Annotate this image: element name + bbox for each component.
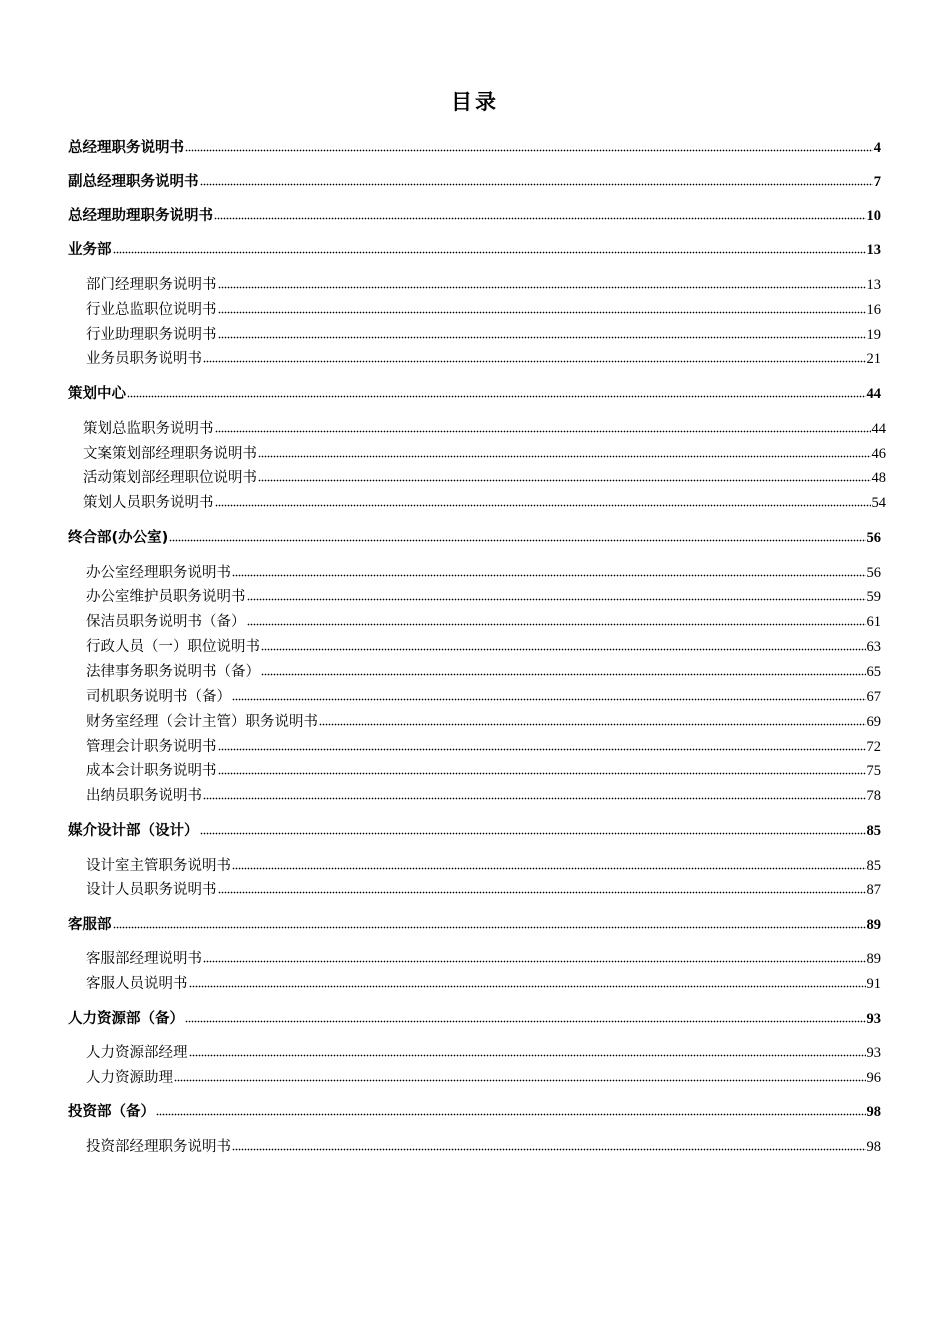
toc-entry-page: 87 <box>866 882 881 898</box>
toc-leader <box>156 1102 866 1116</box>
toc-entry[interactable] <box>86 662 881 682</box>
toc-entry-label: 活动策划部经理职位说明书 <box>83 470 257 486</box>
toc-entry-label: 部门经理职务说明书 <box>86 277 217 293</box>
toc-entry-page: 65 <box>866 664 881 680</box>
toc-entry-label: 行业助理职务说明书 <box>86 327 217 343</box>
toc-leader <box>113 240 866 254</box>
toc-leader <box>185 138 873 152</box>
toc-entry-label: 客服人员说明书 <box>86 976 188 992</box>
toc-entry[interactable] <box>86 612 881 632</box>
toc-entry-label: 客服部经理说明书 <box>86 951 202 967</box>
toc-entry-page: 63 <box>866 639 881 655</box>
toc-entry[interactable] <box>86 325 881 345</box>
toc-entry-page: 44 <box>871 421 886 437</box>
toc-entry[interactable] <box>68 528 881 548</box>
toc-entry-page: 85 <box>866 823 881 839</box>
toc-entry-page: 56 <box>866 565 881 581</box>
toc-leader <box>261 662 866 676</box>
toc-entry-page: 61 <box>866 614 881 630</box>
toc-entry[interactable] <box>68 1009 881 1029</box>
toc-leader <box>218 880 866 894</box>
toc-entry-label: 客服部 <box>68 917 112 933</box>
toc-entry-label: 办公室经理职务说明书 <box>86 565 231 581</box>
toc-entry-label: 法律事务职务说明书（备） <box>86 664 260 680</box>
toc-entry-label: 业务员职务说明书 <box>86 351 202 367</box>
toc-entry-label: 行政人员（一）职位说明书 <box>86 639 260 655</box>
toc-entry[interactable] <box>86 563 881 583</box>
toc-leader <box>215 419 871 433</box>
toc-entry[interactable] <box>86 587 881 607</box>
toc-leader <box>113 915 866 929</box>
toc-entry[interactable] <box>83 468 886 488</box>
toc-entry[interactable] <box>68 240 881 260</box>
toc-entry[interactable] <box>86 880 881 900</box>
toc-entry-page: 44 <box>866 386 881 402</box>
toc-leader <box>203 349 866 363</box>
toc-entry-label: 设计人员职务说明书 <box>86 882 217 898</box>
toc-entry[interactable] <box>86 786 881 806</box>
toc-entry[interactable] <box>86 1043 881 1063</box>
toc-entry-label: 投资部（备） <box>68 1104 155 1120</box>
toc-entry-label: 行业总监职位说明书 <box>86 302 217 318</box>
toc-entry[interactable] <box>86 712 881 732</box>
toc-entry-label: 人力资源助理 <box>86 1070 173 1086</box>
toc-entry[interactable] <box>68 138 881 158</box>
toc-entry-label: 管理会计职务说明书 <box>86 739 217 755</box>
toc-leader <box>218 761 866 775</box>
toc-entry[interactable] <box>86 949 881 969</box>
toc-title: 目录 <box>451 90 499 114</box>
toc-entry[interactable] <box>68 821 881 841</box>
toc-entry[interactable] <box>86 974 881 994</box>
toc-entry[interactable] <box>86 275 881 295</box>
toc-entry-label: 人力资源部经理 <box>86 1045 188 1061</box>
toc-entry-label: 策划总监职务说明书 <box>83 421 214 437</box>
toc-entry[interactable] <box>86 1068 881 1088</box>
toc-entry[interactable] <box>86 737 881 757</box>
toc-entry-label: 成本会计职务说明书 <box>86 763 217 779</box>
toc-leader <box>258 468 871 482</box>
toc-entry-page: 13 <box>866 242 881 258</box>
toc-entry-page: 4 <box>873 140 881 156</box>
toc-entry[interactable] <box>86 1137 881 1157</box>
toc-entry-label: 财务室经理（会计主管）职务说明书 <box>86 714 318 730</box>
toc-leader <box>218 300 866 314</box>
toc-entry-label: 终合部(办公室) <box>68 530 169 546</box>
toc-entry-page: 72 <box>866 739 881 755</box>
toc-entry[interactable] <box>83 419 886 439</box>
toc-entry-label: 办公室维护员职务说明书 <box>86 589 246 605</box>
toc-leader <box>203 949 866 963</box>
toc-leader <box>232 687 866 701</box>
toc-leader <box>185 1009 866 1023</box>
toc-leader <box>200 172 873 186</box>
toc-entry-page: 93 <box>866 1011 881 1027</box>
toc-entry[interactable] <box>68 172 881 192</box>
toc-entry-page: 13 <box>866 277 881 293</box>
toc-entry-label: 业务部 <box>68 242 112 258</box>
toc-entry-label: 保洁员职务说明书（备） <box>86 614 246 630</box>
toc-entry-page: 48 <box>871 470 886 486</box>
toc-entry-label: 文案策划部经理职务说明书 <box>83 446 257 462</box>
toc-leader <box>200 821 866 835</box>
toc-entry-page: 16 <box>866 302 881 318</box>
toc-leader <box>189 1043 866 1057</box>
toc-entry-label: 媒介设计部（设计） <box>68 823 199 839</box>
toc-leader <box>189 974 866 988</box>
toc-entry-label: 副总经理职务说明书 <box>68 174 199 190</box>
toc-entry-page: 78 <box>866 788 881 804</box>
toc-entry-page: 46 <box>871 446 886 462</box>
toc-leader <box>258 444 871 458</box>
toc-entry-page: 59 <box>866 589 881 605</box>
toc-entry-page: 91 <box>866 976 881 992</box>
toc-entry[interactable] <box>68 1102 881 1122</box>
toc-entry-label: 投资部经理职务说明书 <box>86 1139 231 1155</box>
toc-entry-page: 56 <box>866 530 881 546</box>
toc-entry[interactable] <box>86 687 881 707</box>
toc-leader <box>261 637 866 651</box>
toc-entry[interactable] <box>86 300 881 320</box>
toc-leader <box>214 206 866 220</box>
toc-entry-label: 策划中心 <box>68 386 126 402</box>
toc-entry-page: 85 <box>866 858 881 874</box>
toc-entry-label: 人力资源部（备） <box>68 1011 184 1027</box>
toc-entry[interactable] <box>86 637 881 657</box>
toc-entry[interactable] <box>86 761 881 781</box>
toc-entry[interactable] <box>86 856 881 876</box>
toc-entry-label: 总经理助理职务说明书 <box>68 208 213 224</box>
toc-leader <box>174 1068 866 1082</box>
toc-entry[interactable] <box>83 444 886 464</box>
toc-entry-page: 10 <box>866 208 881 224</box>
toc-leader <box>218 325 866 339</box>
toc-entry-label: 设计室主管职务说明书 <box>86 858 231 874</box>
toc-entry[interactable] <box>86 349 881 369</box>
toc-entry-label: 策划人员职务说明书 <box>83 495 214 511</box>
toc-entry[interactable] <box>68 915 881 935</box>
toc-leader <box>232 563 866 577</box>
toc-entry[interactable] <box>68 384 881 404</box>
toc-entry-page: 96 <box>866 1070 881 1086</box>
toc-entry-page: 89 <box>866 917 881 933</box>
toc-entry-page: 98 <box>866 1139 881 1155</box>
toc-entry-label: 司机职务说明书（备） <box>86 689 231 705</box>
toc-entry[interactable] <box>68 206 881 226</box>
toc-entry-page: 75 <box>866 763 881 779</box>
toc-entry-label: 出纳员职务说明书 <box>86 788 202 804</box>
toc-entry[interactable] <box>83 493 886 513</box>
toc-entry-label: 总经理职务说明书 <box>68 140 184 156</box>
toc-leader <box>232 1137 866 1151</box>
toc-leader <box>169 528 865 542</box>
toc-entry-page: 67 <box>866 689 881 705</box>
toc-entry-page: 54 <box>871 495 886 511</box>
toc-entry-page: 19 <box>866 327 881 343</box>
toc-entry-page: 98 <box>866 1104 881 1120</box>
toc-leader <box>215 493 871 507</box>
toc-leader <box>218 275 866 289</box>
toc-entry-page: 7 <box>873 174 881 190</box>
toc-leader <box>127 384 866 398</box>
toc-leader <box>232 856 866 870</box>
toc-leader <box>218 737 866 751</box>
toc-leader <box>203 786 866 800</box>
toc-leader <box>247 612 866 626</box>
toc-entry-page: 69 <box>866 714 881 730</box>
toc-leader <box>319 712 866 726</box>
toc-entry-page: 89 <box>866 951 881 967</box>
toc-leader <box>247 587 866 601</box>
toc-entry-page: 21 <box>866 351 881 367</box>
toc-entry-page: 93 <box>866 1045 881 1061</box>
